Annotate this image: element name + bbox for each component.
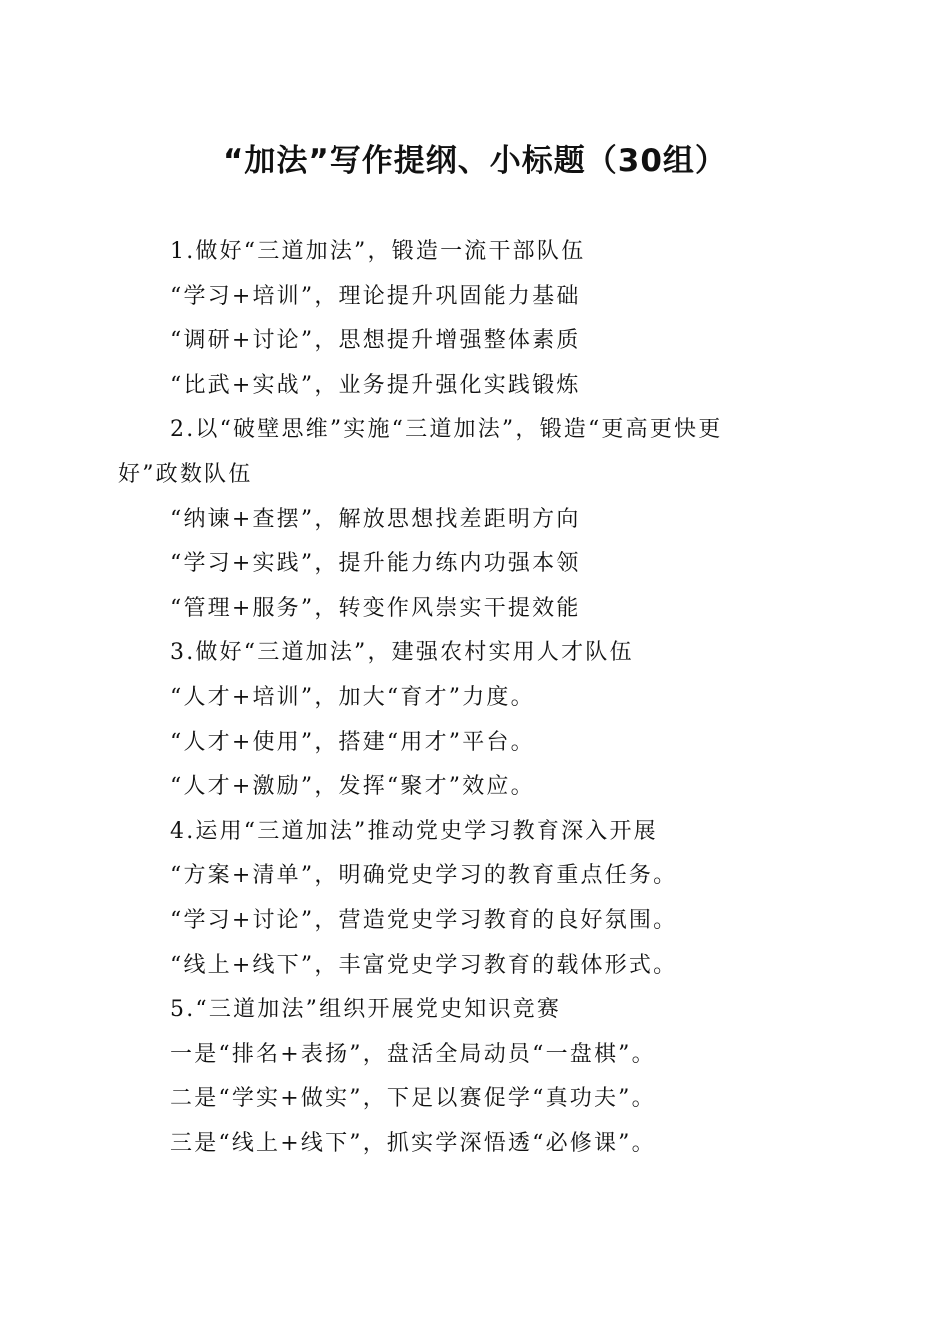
document-body bbox=[118, 230, 838, 1166]
subtitle-line: “方案+清单”，明确党史学习的教育重点任务。 bbox=[170, 863, 678, 889]
subtitle-line: “线上+线下”，丰富党史学习教育的载体形式。 bbox=[170, 952, 678, 978]
section-heading-5: 5.“三道加法”组织开展党史知识竞赛 bbox=[170, 997, 562, 1023]
section-heading-1: 1.做好“三道加法”，锻造一流干部队伍 bbox=[170, 239, 586, 264]
section-heading-4: 4.运用“三道加法”推动党史学习教育深入开展 bbox=[170, 818, 658, 844]
document-title: “加法”写作提纲、小标题（30组） bbox=[223, 143, 727, 179]
subtitle-line: “纳谏+查摆”，解放思想找差距明方向 bbox=[170, 506, 581, 532]
subtitle-line: 一是“排名+表扬”，盘活全局动员“一盘棋”。 bbox=[170, 1041, 656, 1067]
subtitle-line: “人才+培训”，加大“育才”力度。 bbox=[170, 684, 535, 710]
subtitle-line: “比武+实战”，业务提升强化实践锻炼 bbox=[170, 372, 581, 398]
section-heading-3: 3.做好“三道加法”，建强农村实用人才队伍 bbox=[170, 640, 634, 666]
subtitle-line: “管理+服务”，转变作风崇实干提效能 bbox=[170, 595, 581, 621]
subtitle-line: “学习+实践”，提升能力练内功强本领 bbox=[170, 551, 581, 577]
subtitle-line: “人才+激励”，发挥“聚才”效应。 bbox=[170, 774, 535, 800]
section-heading-2: 2.以“破壁思维”实施“三道加法”，锻造“更高更快更 bbox=[170, 417, 723, 443]
subtitle-line: “学习+讨论”，营造党史学习教育的良好氛围。 bbox=[170, 907, 678, 933]
subtitle-line: “人才+使用”，搭建“用才”平台。 bbox=[170, 729, 535, 755]
subtitle-line: “学习+培训”，理论提升巩固能力基础 bbox=[170, 283, 581, 309]
subtitle-line: 二是“学实+做实”，下足以赛促学“真功夫”。 bbox=[170, 1086, 656, 1112]
section-heading-2-continued: 好”政数队伍 bbox=[118, 461, 253, 487]
subtitle-line: “调研+讨论”，思想提升增强整体素质 bbox=[170, 328, 581, 354]
subtitle-line: 三是“线上+线下”，抓实学深悟透“必修课”。 bbox=[170, 1130, 656, 1156]
